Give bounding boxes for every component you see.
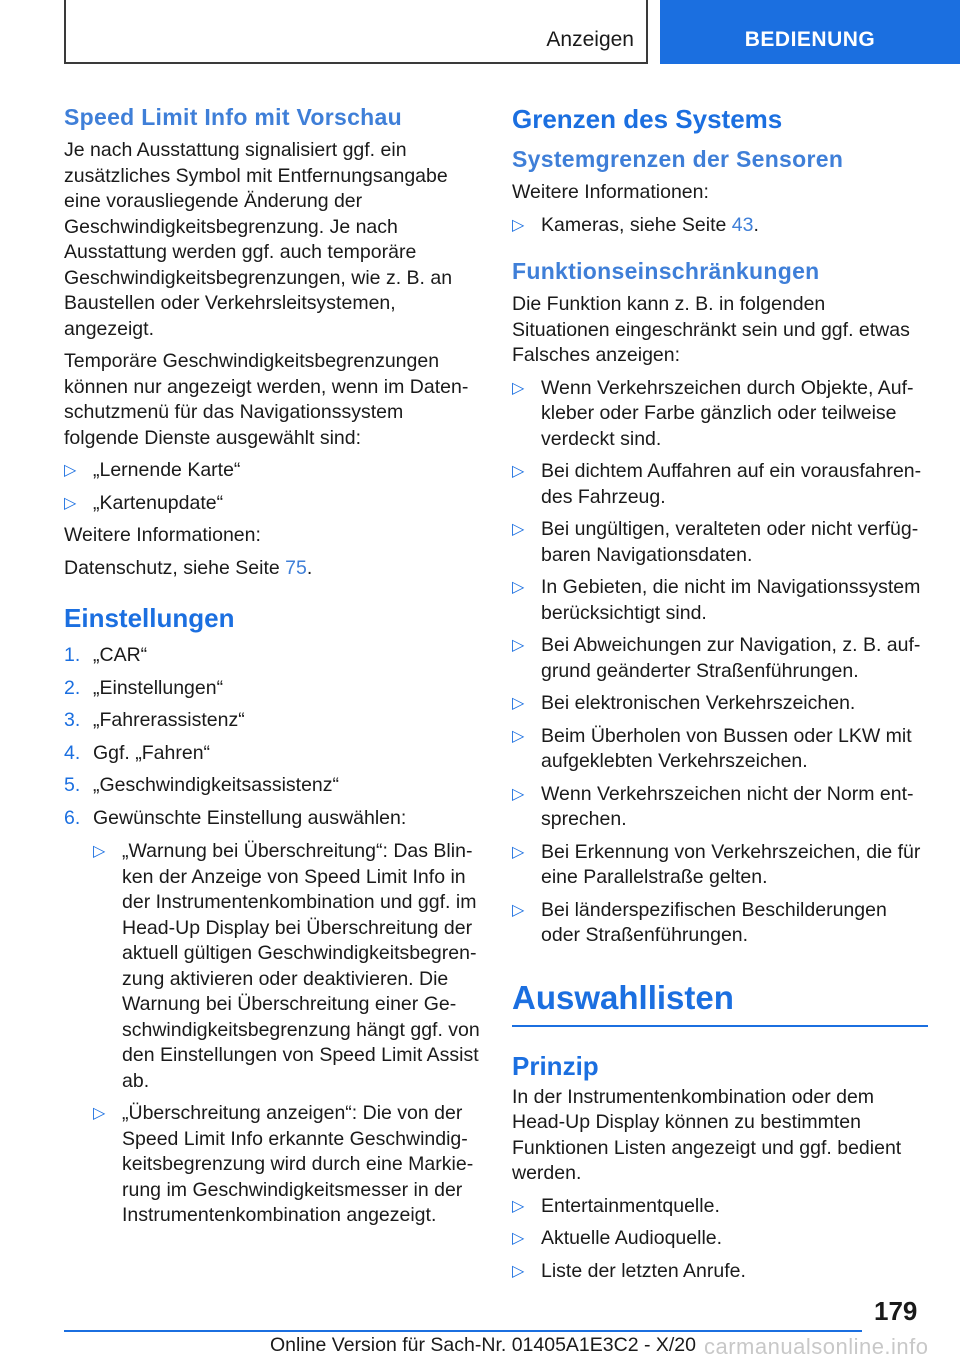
privacy-reference: Datenschutz, siehe Seite 75. — [64, 556, 313, 579]
triangle-bullet-icon: ▷ — [512, 727, 525, 745]
list-item: ▷ „Kartenupdate“ — [64, 491, 482, 517]
more-info-label: Weitere Informationen: — [64, 524, 261, 546]
header-section-box — [64, 0, 648, 64]
triangle-bullet-icon: ▷ — [512, 521, 525, 538]
triangle-bullet-icon: ▷ — [512, 843, 525, 861]
triangle-bullet-icon: ▷ — [512, 463, 525, 480]
sensor-limits-heading: Systemgrenzen der Sensoren — [512, 146, 844, 172]
left-column — [64, 102, 482, 1236]
list-item: ▷ Bei elektronischen Verkehrszeichen. — [512, 691, 928, 717]
speed-limit-paragraph-2: Temporäre Geschwindigkeitsbegrenzungen können nur angezeigt werden, wenn im Datenschutzmenü für das Navigationssystem folgende Dienste ausgewählt sind: — [64, 350, 469, 449]
list-item: ▷ Bei ungültigen, veralteten oder nicht verfügbaren Navigationsdaten. — [512, 518, 919, 566]
triangle-bullet-icon: ▷ — [512, 379, 525, 397]
watermark: carmanualsonline.info — [704, 1334, 929, 1359]
settings-heading: Einstellungen — [64, 603, 235, 633]
step-item: 5. „Geschwindigkeitsassistenz“ — [64, 774, 340, 796]
sensor-refs — [512, 213, 928, 239]
speed-limit-heading: Speed Limit Info mit Vorschau — [64, 104, 402, 130]
list-item: ▷ Bei dichtem Auffahren auf ein vorausfahrendes Fahrzeug. — [512, 460, 922, 508]
list-item: ▷ In Gebieten, die nicht im Navigationssystem berücksichtigt sind. — [512, 576, 921, 624]
online-version-text: Online Version für Sach-Nr. 01405A1E3C2 - X/20 — [270, 1334, 696, 1356]
principle-heading: Prinzip — [512, 1050, 599, 1081]
list-item: ▷ Entertainmentquelle. — [512, 1194, 928, 1220]
step-item: 2. „Einstellungen“ — [64, 676, 224, 699]
list-item: ▷ Beim Überholen von Bussen oder LKW mit aufgeklebten Verkehrszeichen. — [512, 724, 912, 772]
header-chapter-tab — [660, 0, 960, 64]
list-item: ▷ „Lernende Karte“ — [64, 458, 482, 484]
list-item: ▷ Bei länderspezifischen Beschilderungen oder Straßenführungen. — [512, 898, 887, 946]
settings-steps — [64, 643, 482, 1229]
step-item: 4. Ggf. „Fahren“ — [64, 741, 211, 764]
step-item: 1. „CAR“ — [64, 644, 148, 666]
triangle-bullet-icon: ▷ — [512, 695, 525, 712]
camera-page-link[interactable]: 43 — [731, 213, 754, 236]
list-item: ▷ „Überschreitung anzeigen“: Die von der Speed Limit Info erkannte Geschwindigkeitsbegrenzung wird durch eine Markierung im Geschwindigkeitsmesser in der Instrumentenkombination angezeigt. — [93, 1102, 474, 1226]
sensor-more-info: Weitere Informationen: — [512, 181, 709, 203]
triangle-bullet-icon: ▷ — [512, 901, 525, 919]
selection-lists-heading: Auswahllisten — [512, 978, 734, 1016]
list-item: ▷ Aktuelle Audioquelle. — [512, 1226, 928, 1252]
step-item: 6. Gewünschte Einstellung auswählen: ▷ „Warnung bei Überschreitung“: Das Blinken der Anzeige von Speed Limit Info in der Instrumentenkombination und ggf. im Head-Up Display bei Überschreitung der aktuell gültigen Geschwindigkeitsbegrenzung aktivieren oder deaktivieren. Die Warnung bei Überschreitung einer Geschwindigkeitsbegrenzung hängt ggf. von den Einstellungen von Speed Limit Assist ab. ▷ „Überschreitung anzeigen“: Die von der Speed Limit Info erkannte Geschwindigkeitsbegrenzung wird durch eine Markierung im Geschwindigkeitsmesser in der Instrumentenkombination angezeigt. — [64, 806, 482, 1229]
triangle-bullet-icon: ▷ — [512, 1197, 525, 1215]
privacy-page-link[interactable]: 75 — [285, 556, 307, 579]
page-number: 179 — [874, 1296, 918, 1326]
triangle-bullet-icon: ▷ — [64, 462, 77, 479]
system-limits-heading: Grenzen des Systems — [512, 104, 783, 134]
list-item: ▷ Kameras, siehe Seite 43. — [512, 213, 928, 239]
right-column — [512, 102, 928, 1291]
triangle-bullet-icon: ▷ — [512, 1230, 525, 1247]
list-item: ▷ Bei Abweichungen zur Navigation, z. B. aufgrund geänderter Straßenführungen. — [512, 634, 921, 682]
services-list — [64, 458, 482, 516]
function-limits-intro: Die Funktion kann z. B. in folgenden Situationen eingeschränkt sein und ggf. etwas Falsches anzeigen: — [512, 293, 910, 366]
list-item: ▷ Wenn Verkehrszeichen durch Objekte, Aufkleber oder Farbe gänzlich oder teilweise verdeckt sind. — [512, 376, 914, 450]
list-item: ▷ Bei Erkennung von Verkehrszeichen, die für eine Parallelstraße gelten. — [512, 840, 921, 888]
header-section-label: Anzeigen — [546, 28, 634, 51]
step-item: 3. „Fahrerassistenz“ — [64, 709, 245, 731]
list-item: ▷ Wenn Verkehrszeichen nicht der Norm entsprechen. — [512, 782, 914, 830]
header-chapter-label: BEDIENUNG — [744, 28, 876, 51]
list-item: ▷ „Warnung bei Überschreitung“: Das Blinken der Anzeige von Speed Limit Info in der Instrumentenkombination und ggf. im Head-Up Display bei Überschreitung der aktuell gültigen Geschwindigkeitsbegrenzung aktivieren oder deaktivieren. Die Warnung bei Überschreitung einer Geschwindigkeitsbegrenzung hängt ggf. von den Einstellungen von Speed Limit Assist ab. — [93, 840, 480, 1092]
function-limits-heading: Funktionseinschränkungen — [512, 258, 820, 284]
principle-text: In der Instrumentenkombination oder dem Head-Up Display können zu bestimmten Funktionen Listen angezeigt und ggf. bedient werden. — [512, 1085, 902, 1184]
function-limits-list — [512, 376, 928, 949]
principle-list — [512, 1194, 928, 1285]
triangle-bullet-icon: ▷ — [512, 579, 525, 596]
speed-limit-paragraph-1: Je nach Ausstattung signalisiert ggf. ein zusätzliches Symbol mit Entfernungsangabe eine vorausliegende Änderung der Geschwindigkeitsbegrenzung. Je nach Ausstattung werden ggf. auch temporäre Geschwindigkeitsbegrenzungen, wie z. B. an Baustellen oder Verkehrsleitsystemen, angezeigt. — [64, 139, 453, 340]
step6-options — [93, 839, 482, 1229]
triangle-bullet-icon: ▷ — [64, 494, 77, 512]
triangle-bullet-icon: ▷ — [512, 1262, 525, 1280]
list-item: ▷ Liste der letzten Anrufe. — [512, 1259, 928, 1285]
triangle-bullet-icon: ▷ — [93, 843, 106, 860]
triangle-bullet-icon: ▷ — [512, 216, 525, 234]
triangle-bullet-icon: ▷ — [512, 637, 525, 654]
heading-rule — [512, 1025, 928, 1027]
triangle-bullet-icon: ▷ — [93, 1105, 106, 1122]
footer-rule — [64, 1330, 862, 1332]
triangle-bullet-icon: ▷ — [512, 785, 525, 803]
